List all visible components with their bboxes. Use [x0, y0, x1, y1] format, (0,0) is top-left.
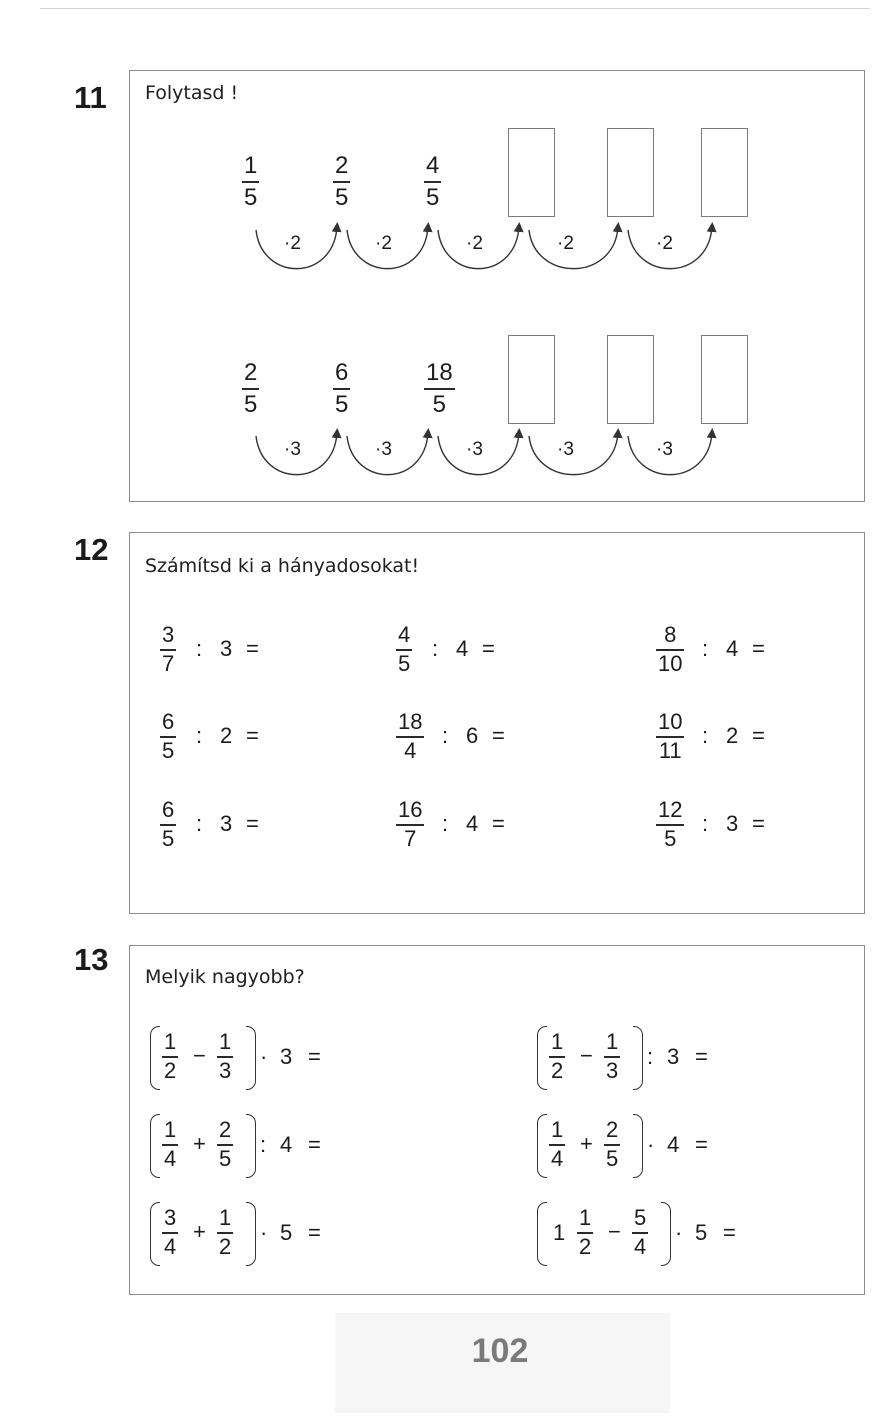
- expression-5-fraction-1: [162, 1206, 178, 1259]
- expression-3-fraction-2: [217, 1118, 233, 1171]
- expression-2-fraction-1: [549, 1030, 565, 1083]
- sequence-2-term-3-denominator: 5: [432, 390, 447, 418]
- quotient-3-divisor: 4: [726, 636, 739, 661]
- quotient-2-equals: =: [482, 636, 495, 661]
- expression-2-left-paren: [537, 1026, 547, 1090]
- sequence-2-term-3-numerator: 18: [426, 359, 453, 386]
- quotient-2-fraction-denominator: 5: [398, 650, 411, 676]
- arc-arrow-1-5: [628, 227, 712, 269]
- expression-1-fraction-1-denominator: 2: [164, 1057, 177, 1083]
- quotient-7-fraction: [160, 798, 176, 851]
- quotient-3-fraction-denominator: 10: [658, 650, 683, 676]
- expression-1-fraction-1: [162, 1030, 178, 1083]
- sequence-1-term-1-denominator: 5: [244, 183, 258, 211]
- expression-3-right-paren: [246, 1114, 256, 1178]
- arc-arrow-2-5: [628, 433, 712, 475]
- quotient-6-divisor: 2: [726, 723, 739, 748]
- quotient-1-fraction-denominator: 7: [162, 650, 175, 676]
- sequence-1-term-1-numerator: 1: [244, 152, 258, 179]
- expression-4-fraction-1-numerator: 1: [551, 1117, 564, 1142]
- quotient-4-equals: =: [246, 723, 259, 748]
- quotient-6-equals: =: [752, 723, 765, 748]
- quotient-6-fraction: [656, 710, 684, 763]
- quotient-8-fraction-numerator: 16: [398, 797, 423, 822]
- expression-6-outer-operator: ·: [675, 1220, 683, 1245]
- quotient-1-divisor: 3: [220, 636, 233, 661]
- quotient-4-operator: :: [196, 723, 203, 748]
- expression-5-fraction-2-denominator: 2: [219, 1233, 232, 1259]
- expression-4-outer-operator: ·: [647, 1132, 655, 1157]
- expression-2-operand: 3: [667, 1044, 680, 1069]
- expression-6-right-paren: [661, 1202, 671, 1266]
- arc-arrow-1-4: [529, 227, 618, 269]
- expression-2-fraction-1-numerator: 1: [551, 1029, 564, 1054]
- expression-3-equals: =: [308, 1132, 321, 1157]
- expression-5-right-paren: [246, 1202, 256, 1266]
- expression-2-fraction-2-denominator: 3: [606, 1057, 619, 1083]
- multiplier-label-1-5: ·2: [656, 233, 673, 254]
- expression-4-fraction-1: [549, 1118, 565, 1171]
- sequence-1-term-3-numerator: 4: [426, 152, 440, 179]
- quotient-5-fraction-numerator: 18: [398, 709, 423, 734]
- quotient-6-operator: :: [702, 723, 709, 748]
- quotient-1-fraction-numerator: 3: [162, 622, 175, 647]
- expression-6-fraction-2-numerator: 5: [634, 1205, 647, 1230]
- quotient-9-fraction-denominator: 5: [664, 825, 677, 851]
- quotient-2-operator: :: [432, 636, 439, 661]
- multiplier-label-2-4: ·3: [557, 439, 574, 460]
- quotient-8-fraction: [396, 798, 424, 851]
- expression-2-equals: =: [695, 1044, 708, 1069]
- expression-2-inner-operator: −: [580, 1043, 593, 1068]
- quotient-4-fraction-denominator: 5: [162, 737, 175, 763]
- quotient-2-divisor: 4: [456, 636, 469, 661]
- multiplier-label-1-3: ·2: [466, 233, 483, 254]
- arc-arrow-2-3: [438, 433, 519, 475]
- exercise-13-panel: [129, 945, 865, 1295]
- expression-1-outer-operator: ·: [260, 1044, 268, 1069]
- arc-arrow-1-3: [438, 227, 519, 269]
- arc-arrow-2-4: [529, 433, 618, 475]
- expression-3-outer-operator: :: [260, 1132, 267, 1157]
- expression-5-equals: =: [308, 1220, 321, 1245]
- expression-4-operand: 4: [667, 1132, 680, 1157]
- quotient-8-operator: :: [442, 811, 449, 836]
- exercise-12-instruction: Számítsd ki a hányadosokat!: [145, 555, 420, 577]
- multiplier-label-2-5: ·3: [656, 439, 673, 460]
- expression-2-fraction-1-denominator: 2: [551, 1057, 564, 1083]
- sequence-2-term-2-numerator: 6: [335, 359, 349, 386]
- sequence-1-term-2-numerator: 2: [335, 152, 349, 179]
- quotient-4-fraction: [160, 710, 176, 763]
- expression-1-fraction-2: [217, 1030, 233, 1083]
- expression-4-fraction-2-denominator: 5: [606, 1145, 619, 1171]
- quotient-7-operator: :: [196, 811, 203, 836]
- quotient-7-fraction-numerator: 6: [162, 797, 175, 822]
- quotient-9-fraction-numerator: 12: [658, 797, 683, 822]
- quotient-3-fraction: [656, 623, 684, 676]
- quotient-3-fraction-numerator: 8: [664, 622, 677, 647]
- expression-3-fraction-2-numerator: 2: [219, 1117, 232, 1142]
- expression-5-outer-operator: ·: [260, 1220, 268, 1245]
- quotient-9-operator: :: [702, 811, 709, 836]
- expression-3-operand: 4: [280, 1132, 293, 1157]
- expression-1-inner-operator: −: [193, 1043, 206, 1068]
- expression-2-outer-operator: :: [647, 1044, 654, 1069]
- expression-6-operand: 5: [695, 1220, 708, 1245]
- quotient-9-fraction: [656, 798, 684, 851]
- multiplier-label-2-3: ·3: [466, 439, 483, 460]
- expression-3-fraction-1-numerator: 1: [164, 1117, 177, 1142]
- expression-6-fraction-1: [577, 1206, 593, 1259]
- expression-5-fraction-1-numerator: 3: [164, 1205, 177, 1230]
- expression-5-fraction-1-denominator: 4: [164, 1233, 177, 1259]
- quotient-1-fraction: [160, 623, 176, 676]
- exercise-11-instruction: Folytasd !: [145, 82, 239, 104]
- expression-6-equals: =: [723, 1220, 736, 1245]
- expression-1-operand: 3: [280, 1044, 293, 1069]
- multiplier-label-1-1: ·2: [284, 233, 301, 254]
- quotient-5-fraction: [396, 710, 424, 763]
- quotient-5-fraction-denominator: 4: [404, 737, 417, 763]
- expression-3-fraction-1-denominator: 4: [164, 1145, 177, 1171]
- quotient-7-fraction-denominator: 5: [162, 825, 175, 851]
- exercise-number-11: 11: [74, 80, 107, 115]
- expression-6-fraction-2-denominator: 4: [634, 1233, 647, 1259]
- expression-1-equals: =: [308, 1044, 321, 1069]
- expression-2-right-paren: [633, 1026, 643, 1090]
- expression-2-fraction-2: [604, 1030, 620, 1083]
- expression-3-inner-operator: +: [193, 1131, 206, 1156]
- multiplier-label-2-1: ·3: [284, 439, 301, 460]
- expression-2-fraction-2-numerator: 1: [606, 1029, 619, 1054]
- quotient-5-operator: :: [442, 723, 449, 748]
- expression-3-fraction-2-denominator: 5: [219, 1145, 232, 1171]
- expression-6-fraction-1-denominator: 2: [579, 1233, 592, 1259]
- quotient-1-operator: :: [196, 636, 203, 661]
- expression-4-left-paren: [537, 1114, 547, 1178]
- expression-6-fraction-2: [632, 1206, 648, 1259]
- page-number: 102: [471, 1332, 529, 1370]
- exercise-number-13: 13: [74, 942, 109, 977]
- arc-arrow-2-2: [347, 433, 428, 475]
- expression-3-fraction-1: [162, 1118, 178, 1171]
- quotient-7-equals: =: [246, 811, 259, 836]
- expression-4-right-paren: [633, 1114, 643, 1178]
- sequence-1-term-3-denominator: 5: [426, 183, 440, 211]
- expression-4-inner-operator: +: [580, 1131, 593, 1156]
- quotient-8-fraction-denominator: 7: [404, 825, 417, 851]
- quotient-6-fraction-numerator: 10: [658, 709, 683, 734]
- expression-5-inner-operator: +: [193, 1219, 206, 1244]
- expression-5-fraction-2: [217, 1206, 233, 1259]
- expression-4-fraction-2: [604, 1118, 620, 1171]
- expression-4-fraction-2-numerator: 2: [606, 1117, 619, 1142]
- quotient-4-divisor: 2: [220, 723, 233, 748]
- quotient-4-fraction-numerator: 6: [162, 709, 175, 734]
- quotient-8-divisor: 4: [466, 811, 479, 836]
- quotient-3-operator: :: [702, 636, 709, 661]
- expression-5-operand: 5: [280, 1220, 293, 1245]
- exercise-13-instruction: Melyik nagyobb?: [145, 966, 305, 988]
- sequence-2-term-1-numerator: 2: [244, 359, 258, 386]
- expression-3-left-paren: [150, 1114, 160, 1178]
- expression-5-fraction-2-numerator: 1: [219, 1205, 232, 1230]
- expression-6-fraction-1-numerator: 1: [579, 1205, 592, 1230]
- expression-4-fraction-1-denominator: 4: [551, 1145, 564, 1171]
- expression-1-fraction-1-numerator: 1: [164, 1029, 177, 1054]
- quotient-5-equals: =: [492, 723, 505, 748]
- expression-1-right-paren: [246, 1026, 256, 1090]
- sequence-1-term-2-denominator: 5: [335, 183, 349, 211]
- quotient-6-fraction-denominator: 11: [658, 737, 682, 763]
- quotient-8-equals: =: [492, 811, 505, 836]
- expression-1-fraction-2-numerator: 1: [219, 1029, 232, 1054]
- quotient-2-fraction-numerator: 4: [398, 622, 411, 647]
- expression-6-whole-number: 1: [553, 1220, 566, 1245]
- quotient-9-equals: =: [752, 811, 765, 836]
- expression-4-equals: =: [695, 1132, 708, 1157]
- expression-1-left-paren: [150, 1026, 160, 1090]
- quotient-7-divisor: 3: [220, 811, 233, 836]
- arc-arrow-1-1: [256, 227, 337, 269]
- sequence-2-term-2-denominator: 5: [335, 390, 349, 418]
- quotient-9-divisor: 3: [726, 811, 739, 836]
- exercise-number-12: 12: [74, 532, 109, 567]
- arc-arrow-2-1: [256, 433, 337, 475]
- multiplier-label-1-4: ·2: [557, 233, 574, 254]
- expression-6-inner-operator: −: [608, 1219, 621, 1244]
- quotient-1-equals: =: [246, 636, 259, 661]
- quotient-5-divisor: 6: [466, 723, 479, 748]
- arc-arrow-1-2: [347, 227, 428, 269]
- quotient-2-fraction: [396, 623, 412, 676]
- expression-5-left-paren: [150, 1202, 160, 1266]
- expression-6-left-paren: [537, 1202, 547, 1266]
- sequence-2-term-1-denominator: 5: [244, 390, 258, 418]
- multiplier-label-2-2: ·3: [375, 439, 392, 460]
- quotient-3-equals: =: [752, 636, 765, 661]
- multiplier-label-1-2: ·2: [375, 233, 392, 254]
- expression-1-fraction-2-denominator: 3: [219, 1057, 232, 1083]
